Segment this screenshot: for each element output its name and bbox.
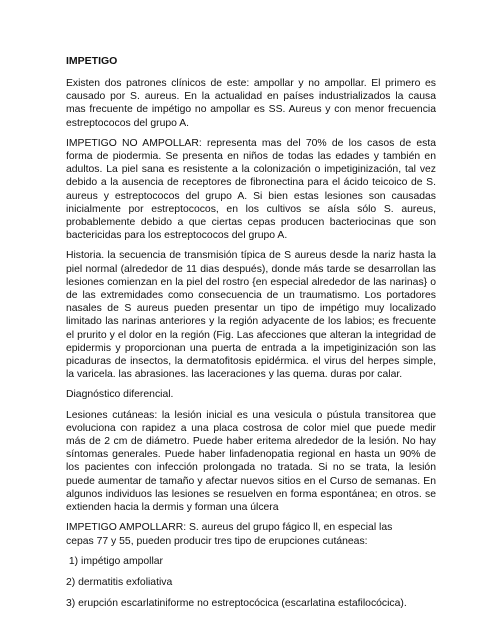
ampollar-line-2: cepas 77 y 55, pueden producir tres tipo de erupciones cutáneas: xyxy=(66,535,368,547)
list-item-1: 1) impétigo ampollar xyxy=(66,555,164,567)
list-item-3: 3) erupción escarlatiniforme no estreptocócica (escarlatina estafilocócica). xyxy=(66,598,407,610)
document-title: IMPETIGO xyxy=(66,55,118,67)
ampollar-line-1: IMPETIGO AMPOLLARR: S. aureus del grupo fágico ll, en especial las xyxy=(66,522,393,534)
paragraph-lesiones: Lesiones cutáneas: la lesión inicial es una vesicula o pústula transitorea que evoluciona con rapidez a una placa costrosa de color miel que puede medir más de 2 cm de diámetro. Puede haber eritema alrededor de la lesión. No hay síntomas generales. Puede haber linfadenopatia regional en hasta un 90% de los pacientes con infección prolongada no tratada. Si no se trata, la lesión puede aumentar de tamaño y afectar nuevos sitios en el Curso de semanas. En algunos individuos las lesiones se resuelven en forma espontánea; en otros. se extienden hacia la dermis y forman una úlcera xyxy=(66,409,436,514)
list-item-2: 2) dermatitis exfoliativa xyxy=(66,576,173,588)
paragraph-historia: Historia. la secuencia de transmisión típica de S aureus desde la nariz hasta la piel normal (alrededor de 11 dias después), donde más tarde se desarrollan las lesiones comienzan en la piel del rostro {en especial alrededor de las narinas} o de las extremidades como consecuencia de un traumatismo. Los portadores nasales de S aureus pueden presentar un tipo de impétigo muy localizado limitado las narinas anteriores y la región adyacente de los labios; es frecuente el prurito y el dolor en la región (Fig. Las afecciones que alteran la integridad de epidermis y proporcionan una puerta de entrada a la impetiginización son las picaduras de insectos, la dermatofitosis epidérmica. el virus del herpes simple, la varicela. las abrasiones. las laceraciones y las quema. duras por calar. xyxy=(66,250,436,381)
paragraph-no-ampollar: IMPETIGO NO AMPOLLAR: representa mas del 70% de los casos de esta forma de piodermia. Se presenta en niños de todas las edades y también en adultos. La piel sana es resistente a la colonización o impetiginización, tal vez debido a la ausencia de receptores de fibronectina para el ácido teicoico de S. aureus y estreptococos del grupo A. Si bien estas lesiones son causadas inicialmente por estreptococos, en los cultivos se aísla sólo S. aureus, probablemente debido a que ciertas cepas producen bacteriocinas que son bactericidas para los estreptococos del grupo A. xyxy=(66,137,436,242)
paragraph-ampollar xyxy=(66,521,436,547)
paragraph-diagnostico: Diagnóstico diferencial. xyxy=(66,389,174,401)
paragraph-intro: Existen dos patrones clínicos de este: ampollar y no ampollar. El primero es causado por S. aureus. En la actualidad en países industrializados la causa mas frecuente de impétigo no ampollar es SS. Aureus y con menor frecuencia estreptococos del grupo A. xyxy=(66,78,436,129)
